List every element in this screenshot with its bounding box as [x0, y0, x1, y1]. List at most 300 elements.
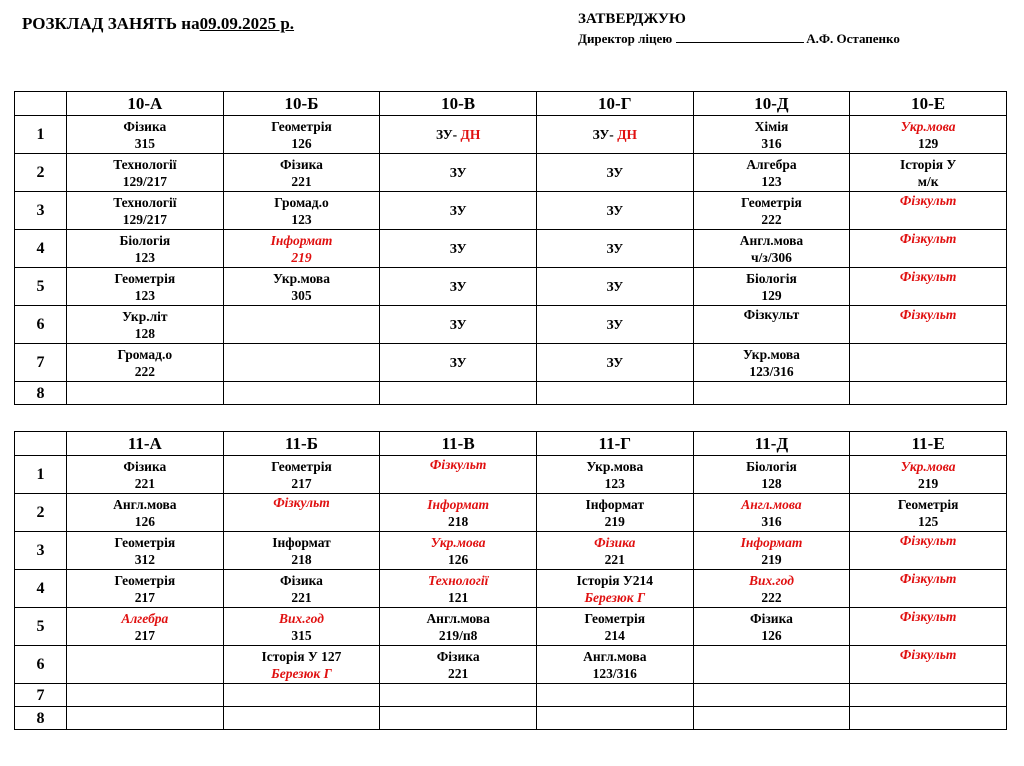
lesson-cell	[380, 494, 537, 532]
room-number: 219/п8	[438, 627, 478, 643]
room-number: 123/316	[749, 363, 794, 379]
subject-name: Вих.год	[279, 610, 324, 626]
room-number: 129	[761, 287, 782, 303]
subject	[224, 648, 380, 665]
room-number: 221	[291, 173, 312, 189]
room-number: 128	[134, 325, 155, 341]
approve-label: ЗАТВЕРДЖУЮ	[578, 11, 686, 27]
room-number: 316	[761, 135, 782, 151]
subject-name: Інформат	[272, 534, 331, 550]
subject-name: Геометрія	[114, 534, 176, 550]
subject	[850, 608, 1006, 625]
subject-name: Фізкульт	[899, 307, 957, 322]
room-number: 123/316	[592, 665, 637, 681]
subject	[537, 126, 693, 143]
subject	[380, 126, 536, 143]
room-number: 126	[448, 551, 469, 567]
lesson-cell	[223, 684, 380, 707]
lesson-cell	[536, 494, 693, 532]
room-number: 128	[761, 475, 782, 491]
subject	[537, 610, 693, 627]
room-number: 218	[291, 551, 312, 567]
lesson-cell	[67, 268, 224, 306]
room-number: 222	[761, 589, 782, 605]
subject-name: ЗУ	[449, 241, 467, 256]
subject	[850, 268, 1006, 285]
subject-name: Інформат	[427, 496, 490, 512]
lesson-cell	[850, 570, 1007, 608]
lesson-cell	[693, 608, 850, 646]
director-line	[578, 29, 900, 48]
lesson-number: 7	[15, 344, 67, 382]
subject-name: Фізика	[436, 648, 480, 664]
subject	[67, 496, 223, 513]
lesson-cell	[380, 116, 537, 154]
subject	[224, 572, 380, 589]
lesson-cell	[536, 570, 693, 608]
lesson-cell	[380, 707, 537, 730]
subject	[694, 232, 850, 249]
subject	[850, 496, 1006, 513]
lesson-cell	[67, 456, 224, 494]
lesson-cell	[536, 116, 693, 154]
subject-name: Фізика	[594, 534, 636, 550]
subject	[694, 496, 850, 513]
room-number: 129	[918, 135, 939, 151]
lesson-cell	[693, 707, 850, 730]
room-number: 316	[761, 513, 782, 529]
subject	[67, 572, 223, 589]
room-number: 217	[134, 589, 155, 605]
subject-name: ЗУ	[449, 279, 467, 294]
subject-name: Історія У	[899, 156, 957, 172]
class-header: 11-Д	[693, 432, 850, 456]
lesson-cell	[223, 532, 380, 570]
lesson-cell	[693, 116, 850, 154]
subject	[694, 346, 850, 363]
subject-name: Інформат	[270, 232, 333, 248]
class-header: 11-А	[67, 432, 224, 456]
lesson-cell	[67, 230, 224, 268]
table-row	[15, 306, 1007, 344]
room-number: 219	[918, 475, 939, 491]
corner-cell	[15, 92, 67, 116]
subject	[380, 354, 536, 371]
subject-name: Інформат	[740, 534, 803, 550]
schedule-table-10	[14, 91, 1007, 405]
lesson-cell	[67, 570, 224, 608]
lesson-cell	[850, 154, 1007, 192]
room-number: 125	[918, 513, 939, 529]
lesson-cell	[223, 230, 380, 268]
subject	[694, 306, 850, 323]
lesson-cell	[693, 494, 850, 532]
subject-name: ЗУ	[606, 355, 624, 370]
subject-name: ЗУ-	[435, 127, 461, 142]
lesson-number: 6	[15, 306, 67, 344]
room-number: 221	[291, 589, 312, 605]
lesson-number: 1	[15, 456, 67, 494]
lesson-cell	[223, 707, 380, 730]
subject	[380, 572, 536, 589]
room-number: 219	[604, 513, 625, 529]
subject	[224, 534, 380, 551]
subject-name: Фізкульт	[899, 647, 957, 662]
subject	[67, 610, 223, 627]
class-header: 10-В	[380, 92, 537, 116]
subject-name: Інформат	[585, 496, 645, 512]
subject	[850, 306, 1006, 323]
subject-name: Геометрія	[741, 194, 802, 210]
lesson-cell	[223, 456, 380, 494]
lesson-number: 4	[15, 230, 67, 268]
subject-note: ДН	[617, 127, 637, 142]
subject-name: ЗУ	[449, 355, 467, 370]
lesson-cell	[380, 154, 537, 192]
lesson-cell	[850, 646, 1007, 684]
room-number: м/к	[917, 173, 939, 189]
subject-name: Англ.мова	[583, 648, 647, 664]
subject-name: Технології	[113, 194, 177, 210]
subject-name: Геометрія	[114, 572, 176, 588]
subject-name: Фізика	[280, 572, 323, 588]
lesson-cell	[536, 707, 693, 730]
lesson-number: 7	[15, 684, 67, 707]
subject	[380, 202, 536, 219]
director-label: Директор ліцею	[578, 31, 673, 46]
subject	[380, 496, 536, 513]
lesson-cell	[850, 456, 1007, 494]
subject-name: ЗУ	[606, 317, 624, 332]
lesson-cell	[536, 344, 693, 382]
lesson-number: 3	[15, 192, 67, 230]
lesson-cell	[223, 382, 380, 405]
subject	[694, 572, 850, 589]
subject	[537, 316, 693, 333]
lesson-cell	[67, 707, 224, 730]
room-number: 221	[134, 475, 155, 491]
table-row	[15, 532, 1007, 570]
room-number: 222	[761, 211, 782, 227]
room-number: 129/217	[122, 173, 167, 189]
table-row	[15, 646, 1007, 684]
lesson-cell	[380, 532, 537, 570]
lesson-cell	[693, 684, 850, 707]
subject-name: Фізкульт	[899, 609, 957, 624]
subject-name: Укр.мова	[742, 346, 800, 362]
lesson-cell	[223, 344, 380, 382]
subject	[850, 532, 1006, 549]
room-number: 123	[134, 249, 155, 265]
subject-name: ЗУ	[606, 241, 624, 256]
subject-name: Геометрія	[114, 270, 176, 286]
subject-name: Фізкульт	[743, 307, 800, 322]
subject	[67, 194, 223, 211]
lesson-cell	[850, 684, 1007, 707]
subject	[537, 496, 693, 513]
subject	[537, 354, 693, 371]
lesson-cell	[536, 192, 693, 230]
lesson-cell	[536, 456, 693, 494]
subject-name: Фізика	[750, 610, 793, 626]
lesson-cell	[223, 646, 380, 684]
subject-name: Історія У214	[576, 572, 654, 588]
approval-block	[578, 10, 900, 48]
class-header: 11-Б	[223, 432, 380, 456]
room-number: Березюк Г	[271, 665, 332, 681]
table-row	[15, 456, 1007, 494]
lesson-cell	[536, 382, 693, 405]
subject-name: Фізкульт	[899, 533, 957, 548]
lesson-cell	[67, 192, 224, 230]
lesson-cell	[67, 154, 224, 192]
subject	[67, 118, 223, 135]
subject-name: Фізкульт	[273, 495, 330, 510]
subject-name: Фізкульт	[899, 193, 957, 208]
class-header: 10-Е	[850, 92, 1007, 116]
table-row	[15, 154, 1007, 192]
lesson-number: 5	[15, 608, 67, 646]
subject	[537, 572, 693, 589]
subject	[694, 156, 850, 173]
subject-name: Фізкульт	[429, 457, 487, 472]
class-header: 11-Г	[536, 432, 693, 456]
room-number: 315	[134, 135, 155, 151]
subject-name: Геометрія	[897, 496, 959, 512]
lesson-cell	[850, 494, 1007, 532]
lesson-cell	[850, 344, 1007, 382]
table-row	[15, 494, 1007, 532]
lesson-cell	[693, 306, 850, 344]
subject-name: Біологія	[746, 270, 797, 286]
table-row	[15, 230, 1007, 268]
class-header: 10-Г	[536, 92, 693, 116]
room-number: 218	[448, 513, 469, 529]
lesson-number: 8	[15, 707, 67, 730]
subject	[67, 346, 223, 363]
subject	[537, 164, 693, 181]
room-number: 126	[761, 627, 782, 643]
room-number: 312	[134, 551, 155, 567]
lesson-cell	[693, 646, 850, 684]
table-row	[15, 570, 1007, 608]
lesson-cell	[536, 306, 693, 344]
subject-name: ЗУ	[449, 203, 467, 218]
subject	[850, 570, 1006, 587]
subject	[224, 610, 380, 627]
schedule-title	[22, 14, 294, 34]
subject	[67, 308, 223, 325]
subject	[224, 156, 380, 173]
table-row	[15, 268, 1007, 306]
subject	[67, 156, 223, 173]
lesson-cell	[693, 382, 850, 405]
lesson-number: 5	[15, 268, 67, 306]
subject-name: Геометрія	[271, 118, 332, 134]
subject-name: ЗУ-	[592, 127, 618, 142]
subject	[850, 118, 1006, 135]
lesson-cell	[536, 268, 693, 306]
lesson-cell	[380, 456, 537, 494]
subject-name: Англ.мова	[426, 610, 490, 626]
subject	[537, 648, 693, 665]
subject-name: Біологія	[746, 458, 797, 474]
subject-name: Громад.о	[274, 194, 329, 210]
lesson-cell	[536, 532, 693, 570]
subject	[537, 240, 693, 257]
lesson-cell	[850, 230, 1007, 268]
lesson-cell	[380, 608, 537, 646]
subject	[224, 232, 380, 249]
lesson-cell	[850, 707, 1007, 730]
room-number: 305	[291, 287, 312, 303]
lesson-number: 4	[15, 570, 67, 608]
room-number: 123	[291, 211, 312, 227]
lesson-cell	[380, 344, 537, 382]
subject	[537, 458, 693, 475]
lesson-cell	[380, 570, 537, 608]
subject-name: Громад.о	[117, 346, 173, 362]
subject	[224, 118, 380, 135]
subject-name: Біологія	[119, 232, 171, 248]
subject	[850, 458, 1006, 475]
subject	[850, 230, 1006, 247]
room-number: 219	[761, 551, 782, 567]
lesson-cell	[380, 382, 537, 405]
room-number: 123	[604, 475, 625, 491]
lesson-cell	[380, 306, 537, 344]
room-number: Березюк Г	[584, 589, 646, 605]
subject-name: Геометрія	[584, 610, 646, 626]
subject	[67, 458, 223, 475]
subject	[380, 610, 536, 627]
room-number: 221	[448, 665, 469, 681]
class-header: 11-Е	[850, 432, 1007, 456]
lesson-number: 8	[15, 382, 67, 405]
lesson-cell	[67, 494, 224, 532]
class-header: 11-В	[380, 432, 537, 456]
room-number: 219	[291, 249, 312, 265]
header-row	[15, 432, 1007, 456]
lesson-cell	[693, 192, 850, 230]
lesson-cell	[223, 154, 380, 192]
lesson-cell	[693, 570, 850, 608]
subject-name: Англ.мова	[741, 496, 802, 512]
subject-name: Укр.мова	[273, 270, 330, 286]
lesson-cell	[223, 192, 380, 230]
lesson-cell	[536, 608, 693, 646]
table-row	[15, 608, 1007, 646]
subject	[380, 534, 536, 551]
signature-line	[676, 30, 804, 43]
lesson-cell	[850, 116, 1007, 154]
subject	[380, 456, 536, 473]
corner-cell	[15, 432, 67, 456]
class-header: 10-А	[67, 92, 224, 116]
subject-name: ЗУ	[449, 165, 467, 180]
class-header: 10-Д	[693, 92, 850, 116]
subject-name: Англ.мова	[113, 496, 177, 512]
lesson-number: 2	[15, 494, 67, 532]
header-row	[15, 92, 1007, 116]
table-row	[15, 684, 1007, 707]
subject-name: Фізика	[123, 118, 167, 134]
subject	[694, 118, 850, 135]
table-row	[15, 344, 1007, 382]
lesson-cell	[223, 608, 380, 646]
table-row	[15, 382, 1007, 405]
lesson-cell	[223, 268, 380, 306]
lesson-cell	[850, 268, 1007, 306]
room-number: 315	[291, 627, 312, 643]
lesson-cell	[67, 382, 224, 405]
subject-name: Технології	[427, 572, 489, 588]
lesson-cell	[67, 608, 224, 646]
subject	[537, 202, 693, 219]
schedule-table-11	[14, 431, 1007, 730]
lesson-cell	[223, 494, 380, 532]
subject	[224, 270, 380, 287]
lesson-cell	[380, 192, 537, 230]
subject	[380, 240, 536, 257]
subject-name: ЗУ	[449, 317, 467, 332]
room-number: 123	[134, 287, 155, 303]
table-row	[15, 707, 1007, 730]
subject-name: Технології	[113, 156, 177, 172]
lesson-cell	[67, 344, 224, 382]
room-number: 221	[604, 551, 625, 567]
lesson-cell	[67, 532, 224, 570]
lesson-cell	[223, 570, 380, 608]
subject-note: ДН	[460, 127, 481, 142]
subject	[694, 610, 850, 627]
room-number: 126	[134, 513, 155, 529]
subject-name: Вих.год	[749, 572, 794, 588]
subject-name: Укр.мова	[586, 458, 644, 474]
subject-name: ЗУ	[606, 165, 624, 180]
title-prefix: РОЗКЛАД ЗАНЯТЬ на	[22, 14, 200, 33]
subject-name: Фізкульт	[899, 231, 957, 246]
subject	[67, 270, 223, 287]
subject	[850, 156, 1006, 173]
room-number: 222	[134, 363, 155, 379]
lesson-number: 2	[15, 154, 67, 192]
lesson-cell	[380, 268, 537, 306]
subject	[380, 278, 536, 295]
subject	[224, 458, 380, 475]
subject-name: Хімія	[754, 118, 789, 134]
subject-name: Укр.мова	[900, 458, 956, 474]
subject	[694, 534, 850, 551]
lesson-cell	[693, 456, 850, 494]
subject	[224, 194, 380, 211]
class-header: 10-Б	[223, 92, 380, 116]
room-number: ч/з/306	[751, 249, 792, 265]
lesson-cell	[850, 192, 1007, 230]
lesson-cell	[536, 154, 693, 192]
subject	[850, 192, 1006, 209]
subject-name: Укр.мова	[900, 118, 956, 134]
subject-name: Фізика	[123, 458, 167, 474]
lesson-cell	[67, 646, 224, 684]
subject	[380, 316, 536, 333]
lesson-cell	[850, 532, 1007, 570]
table-row	[15, 192, 1007, 230]
subject-name: Англ.мова	[739, 232, 804, 248]
lesson-cell	[693, 532, 850, 570]
lesson-cell	[223, 116, 380, 154]
table-row	[15, 116, 1007, 154]
